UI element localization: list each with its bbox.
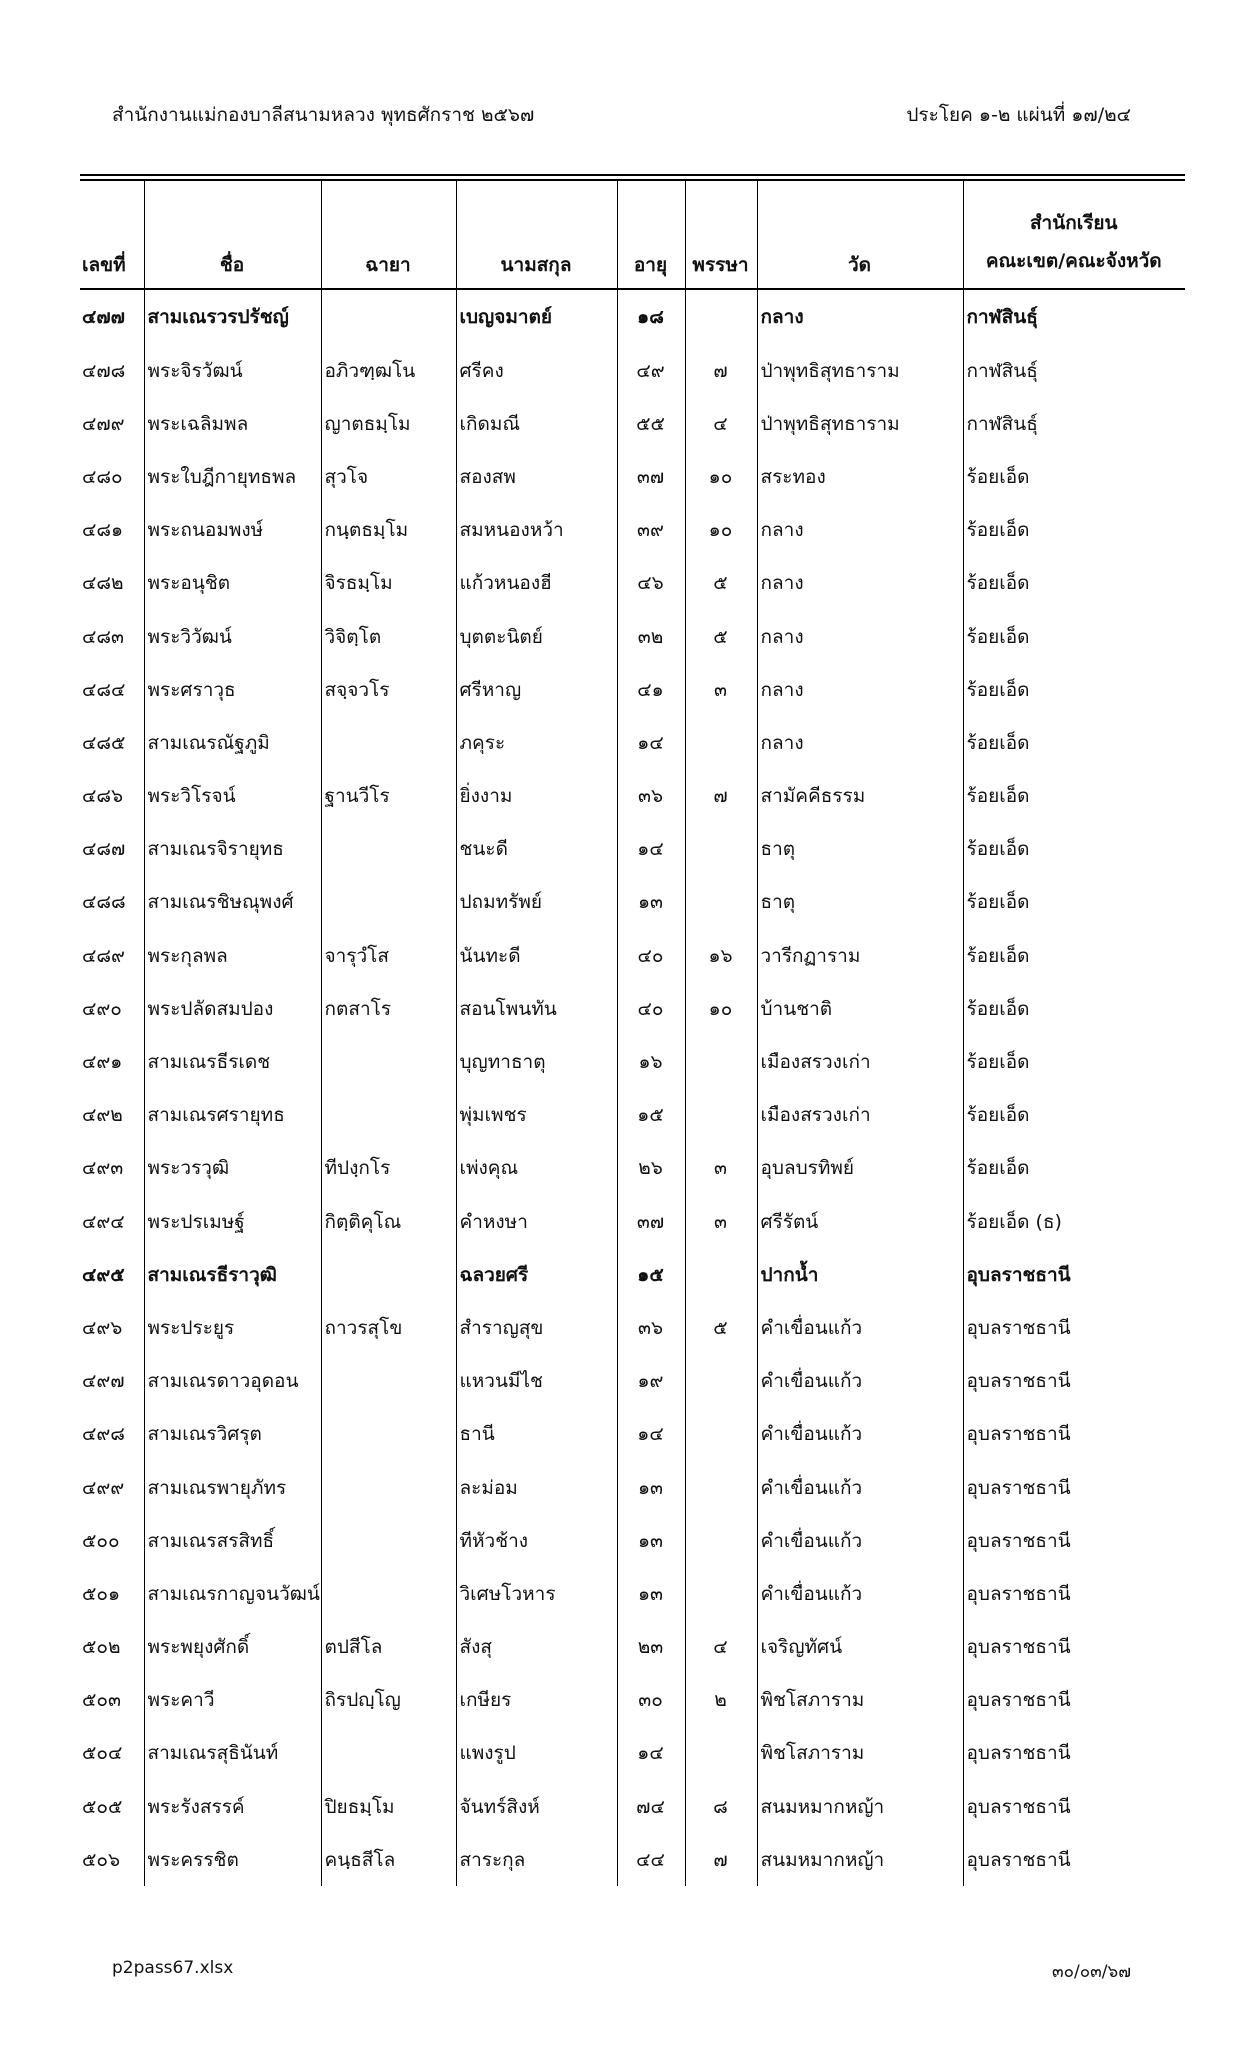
cell-chaya: กนฺตธมฺโม bbox=[321, 504, 456, 557]
cell-no: ๔๙๕ bbox=[82, 1263, 125, 1286]
cell-name: สามเณรสุธินันท์ bbox=[144, 1727, 321, 1780]
cell-no: ๔๙๓ bbox=[82, 1157, 124, 1180]
cell-surname: ชนะดี bbox=[456, 823, 617, 876]
cell-wat: พิชโสภาราม bbox=[757, 1727, 963, 1780]
cell-chaya bbox=[321, 1727, 456, 1780]
cell-surname: พุ่มเพชร bbox=[456, 1089, 617, 1142]
cell-name: พระปลัดสมปอง bbox=[144, 982, 321, 1035]
cell-surname: เกษียร bbox=[456, 1674, 617, 1727]
cell-vassa: ๓ bbox=[685, 1142, 757, 1195]
cell-wat: เจริญทัศน์ bbox=[757, 1621, 963, 1674]
cell-surname: ศรีหาญ bbox=[456, 663, 617, 716]
cell-school: อุบลราชธานี bbox=[963, 1727, 1185, 1780]
table-row bbox=[80, 1195, 1185, 1248]
cell-wat: สนมหมากหญ้า bbox=[757, 1780, 963, 1833]
cell-name: พระครรชิต bbox=[144, 1833, 321, 1886]
cell-name: พระประยูร bbox=[144, 1301, 321, 1354]
table-row bbox=[80, 557, 1185, 610]
cell-vassa bbox=[685, 1035, 757, 1088]
cell-school: ร้อยเอ็ด bbox=[963, 823, 1185, 876]
table-row bbox=[80, 1301, 1185, 1354]
cell-no: ๔๘๔ bbox=[82, 678, 126, 701]
cell-vassa bbox=[685, 1727, 757, 1780]
table-row bbox=[80, 1461, 1185, 1514]
cell-no: ๕๐๐ bbox=[82, 1529, 120, 1552]
cell-wat: ศรีรัตน์ bbox=[757, 1195, 963, 1248]
cell-name: สามเณรศรายุทธ bbox=[144, 1089, 321, 1142]
cell-vassa bbox=[685, 876, 757, 929]
cell-surname: ฉลวยศรี bbox=[456, 1248, 617, 1301]
cell-no: ๔๙๙ bbox=[82, 1476, 125, 1499]
cell-age: ๔๐ bbox=[617, 982, 685, 1035]
cell-school: ร้อยเอ็ด bbox=[963, 929, 1185, 982]
cell-no: ๔๗๘ bbox=[82, 359, 126, 382]
cell-no: ๔๙๐ bbox=[82, 997, 122, 1020]
cell-name: พระศราวุธ bbox=[144, 663, 321, 716]
cell-no: ๔๘๕ bbox=[82, 731, 126, 754]
cell-no: ๔๙๗ bbox=[82, 1370, 125, 1393]
cell-school: ร้อยเอ็ด bbox=[963, 1142, 1185, 1195]
table-row bbox=[80, 1355, 1185, 1408]
cell-name: สามเณรสรสิทธิ์ bbox=[144, 1514, 321, 1567]
cell-age: ๑๕ bbox=[617, 1089, 685, 1142]
cell-chaya bbox=[321, 1567, 456, 1620]
cell-no: ๔๘๒ bbox=[82, 572, 124, 595]
footer-filename: p2pass67.xlsx bbox=[112, 1958, 234, 1978]
header-title: สำนักงานแม่กองบาลีสนามหลวง พุทธศักราช ๒๕๖๗ bbox=[112, 104, 535, 126]
cell-chaya bbox=[321, 1355, 456, 1408]
cell-no: ๔๘๙ bbox=[82, 944, 125, 967]
cell-chaya bbox=[321, 1514, 456, 1567]
cell-vassa bbox=[685, 1408, 757, 1461]
col-header-surname: นามสกุล bbox=[456, 181, 617, 289]
cell-chaya: จิรธมฺโม bbox=[321, 557, 456, 610]
cell-surname: เกิดมณี bbox=[456, 397, 617, 450]
cell-chaya: อภิวฑฺฒโน bbox=[321, 344, 456, 397]
cell-age: ๓๐ bbox=[617, 1674, 685, 1727]
cell-school: อุบลราชธานี bbox=[963, 1301, 1185, 1354]
table-row bbox=[80, 1727, 1185, 1780]
cell-no: ๕๐๓ bbox=[82, 1689, 121, 1712]
cell-school: อุบลราชธานี bbox=[963, 1833, 1185, 1886]
cell-wat: กลาง bbox=[757, 504, 963, 557]
cell-chaya bbox=[321, 1408, 456, 1461]
cell-age: ๓๖ bbox=[617, 770, 685, 823]
cell-school: ร้อยเอ็ด bbox=[963, 663, 1185, 716]
cell-school: อุบลราชธานี bbox=[963, 1355, 1185, 1408]
table-row bbox=[80, 1248, 1185, 1301]
cell-age: ๑๓ bbox=[617, 1514, 685, 1567]
cell-chaya: ปิยธมฺโม bbox=[321, 1780, 456, 1833]
cell-surname: สมหนองหว้า bbox=[456, 504, 617, 557]
cell-surname: ธานี bbox=[456, 1408, 617, 1461]
cell-school: ร้อยเอ็ด bbox=[963, 557, 1185, 610]
cell-vassa: ๗ bbox=[685, 1833, 757, 1886]
cell-age: ๑๕ bbox=[617, 1248, 685, 1301]
table-row bbox=[80, 1780, 1185, 1833]
cell-school: ร้อยเอ็ด bbox=[963, 1089, 1185, 1142]
cell-chaya: จารุวํโส bbox=[321, 929, 456, 982]
cell-wat: อุบลบรทิพย์ bbox=[757, 1142, 963, 1195]
cell-name: สามเณรชิษณุพงศ์ bbox=[144, 876, 321, 929]
table-row bbox=[80, 1089, 1185, 1142]
cell-name: สามเณรพายุภัทร bbox=[144, 1461, 321, 1514]
cell-wat: วารีกฏาราม bbox=[757, 929, 963, 982]
cell-vassa: ๗ bbox=[685, 770, 757, 823]
cell-wat: คำเขื่อนแก้ว bbox=[757, 1408, 963, 1461]
cell-wat: สามัคคีธรรม bbox=[757, 770, 963, 823]
cell-school: ร้อยเอ็ด bbox=[963, 610, 1185, 663]
cell-vassa: ๑๐ bbox=[685, 504, 757, 557]
cell-age: ๑๖ bbox=[617, 1035, 685, 1088]
cell-age: ๑๔ bbox=[617, 716, 685, 769]
cell-name: พระใบฎีกายุทธพล bbox=[144, 450, 321, 503]
cell-name: พระกุลพล bbox=[144, 929, 321, 982]
table-row bbox=[80, 982, 1185, 1035]
cell-school: อุบลราชธานี bbox=[963, 1248, 1185, 1301]
cell-age: ๓๖ bbox=[617, 1301, 685, 1354]
cell-surname: บุตตะนิตย์ bbox=[456, 610, 617, 663]
table-row bbox=[80, 716, 1185, 769]
cell-no: ๔๙๒ bbox=[82, 1104, 123, 1127]
cell-chaya bbox=[321, 716, 456, 769]
cell-vassa bbox=[685, 1089, 757, 1142]
cell-age: ๕๕ bbox=[617, 397, 685, 450]
cell-age: ๔๐ bbox=[617, 929, 685, 982]
cell-vassa bbox=[685, 289, 757, 344]
cell-wat: สระทอง bbox=[757, 450, 963, 503]
cell-vassa: ๑๐ bbox=[685, 982, 757, 1035]
cell-name: พระอนุชิต bbox=[144, 557, 321, 610]
cell-age: ๔๔ bbox=[617, 1833, 685, 1886]
cell-chaya bbox=[321, 1089, 456, 1142]
cell-age: ๗๔ bbox=[617, 1780, 685, 1833]
cell-no: ๔๘๑ bbox=[82, 519, 124, 542]
cell-school: อุบลราชธานี bbox=[963, 1461, 1185, 1514]
cell-vassa: ๓ bbox=[685, 663, 757, 716]
col-header-wat: วัด bbox=[757, 181, 963, 289]
cell-vassa: ๑๐ bbox=[685, 450, 757, 503]
cell-vassa bbox=[685, 1514, 757, 1567]
cell-school: ร้อยเอ็ด bbox=[963, 504, 1185, 557]
col-header-age: อายุ bbox=[617, 181, 685, 289]
cell-no: ๕๐๖ bbox=[82, 1848, 121, 1871]
cell-school: ร้อยเอ็ด (ธ) bbox=[963, 1195, 1185, 1248]
col-header-school-line2: คณะเขต/คณะจังหวัด bbox=[985, 250, 1162, 272]
cell-wat: คำเขื่อนแก้ว bbox=[757, 1355, 963, 1408]
cell-school: อุบลราชธานี bbox=[963, 1514, 1185, 1567]
cell-surname: วิเศษโวหาร bbox=[456, 1567, 617, 1620]
cell-surname: สาระกุล bbox=[456, 1833, 617, 1886]
cell-surname: แพงรูป bbox=[456, 1727, 617, 1780]
cell-surname: ยิ่งงาม bbox=[456, 770, 617, 823]
cell-wat: บ้านชาติ bbox=[757, 982, 963, 1035]
table-row bbox=[80, 1514, 1185, 1567]
table-row bbox=[80, 450, 1185, 503]
table-row bbox=[80, 1408, 1185, 1461]
cell-vassa bbox=[685, 1355, 757, 1408]
table-row bbox=[80, 289, 1185, 344]
cell-chaya: ถิรปญฺโญ bbox=[321, 1674, 456, 1727]
cell-wat: ปากน้ำ bbox=[757, 1248, 963, 1301]
table-row bbox=[80, 1035, 1185, 1088]
cell-chaya: สจฺจวโร bbox=[321, 663, 456, 716]
table-row bbox=[80, 929, 1185, 982]
cell-name: สามเณรวิศรุต bbox=[144, 1408, 321, 1461]
cell-no: ๔๘๓ bbox=[82, 625, 125, 648]
cell-school: ร้อยเอ็ด bbox=[963, 716, 1185, 769]
cell-wat: กลาง bbox=[757, 557, 963, 610]
cell-wat: ป่าพุทธิสุทธาราม bbox=[757, 397, 963, 450]
cell-no: ๕๐๑ bbox=[82, 1582, 121, 1605]
cell-wat: คำเขื่อนแก้ว bbox=[757, 1461, 963, 1514]
table-row bbox=[80, 344, 1185, 397]
cell-age: ๔๖ bbox=[617, 557, 685, 610]
cell-age: ๑๔ bbox=[617, 823, 685, 876]
cell-school: ร้อยเอ็ด bbox=[963, 982, 1185, 1035]
cell-name: พระถนอมพงษ์ bbox=[144, 504, 321, 557]
cell-vassa: ๘ bbox=[685, 1780, 757, 1833]
cell-age: ๔๑ bbox=[617, 663, 685, 716]
cell-vassa bbox=[685, 1567, 757, 1620]
cell-name: สามเณรวรปรัชญ์ bbox=[144, 289, 321, 344]
cell-age: ๑๘ bbox=[617, 289, 685, 344]
col-header-school-line1: สำนักเรียน bbox=[1029, 212, 1118, 234]
cell-wat: กลาง bbox=[757, 610, 963, 663]
cell-surname: แหวนมีไช bbox=[456, 1355, 617, 1408]
cell-chaya: กิตฺติคุโณ bbox=[321, 1195, 456, 1248]
cell-name: พระวิวัฒน์ bbox=[144, 610, 321, 663]
cell-chaya: ฐานวีโร bbox=[321, 770, 456, 823]
cell-surname: ทีหัวช้าง bbox=[456, 1514, 617, 1567]
cell-wat: เมืองสรวงเก่า bbox=[757, 1035, 963, 1088]
cell-school: ร้อยเอ็ด bbox=[963, 770, 1185, 823]
header-sheet-info: ประโยค ๑-๒ แผ่นที่ ๑๗/๒๔ bbox=[906, 104, 1131, 126]
cell-school: อุบลราชธานี bbox=[963, 1408, 1185, 1461]
cell-vassa: ๒ bbox=[685, 1674, 757, 1727]
cell-no: ๕๐๔ bbox=[82, 1742, 123, 1765]
cell-school: อุบลราชธานี bbox=[963, 1674, 1185, 1727]
cell-chaya: กตสาโร bbox=[321, 982, 456, 1035]
cell-surname: แก้วหนองฮี bbox=[456, 557, 617, 610]
cell-school: กาฬสินธุ์ bbox=[963, 344, 1185, 397]
cell-school: ร้อยเอ็ด bbox=[963, 1035, 1185, 1088]
cell-no: ๔๙๑ bbox=[82, 1051, 123, 1074]
table-row bbox=[80, 823, 1185, 876]
cell-surname: สังสุ bbox=[456, 1621, 617, 1674]
cell-vassa: ๗ bbox=[685, 344, 757, 397]
cell-wat: ธาตุ bbox=[757, 876, 963, 929]
cell-age: ๒๓ bbox=[617, 1621, 685, 1674]
cell-no: ๔๘๘ bbox=[82, 891, 126, 914]
table-row bbox=[80, 504, 1185, 557]
cell-vassa: ๓ bbox=[685, 1195, 757, 1248]
cell-wat: สนมหมากหญ้า bbox=[757, 1833, 963, 1886]
cell-surname: สองสพ bbox=[456, 450, 617, 503]
cell-age: ๑๓ bbox=[617, 1567, 685, 1620]
cell-age: ๑๔ bbox=[617, 1408, 685, 1461]
cell-vassa: ๔ bbox=[685, 1621, 757, 1674]
col-header-name: ชื่อ bbox=[144, 181, 321, 289]
cell-age: ๓๗ bbox=[617, 1195, 685, 1248]
cell-chaya: ตปสีโล bbox=[321, 1621, 456, 1674]
cell-vassa bbox=[685, 823, 757, 876]
cell-wat: ธาตุ bbox=[757, 823, 963, 876]
cell-name: พระจิรวัฒน์ bbox=[144, 344, 321, 397]
cell-name: พระวิโรจน์ bbox=[144, 770, 321, 823]
table-row bbox=[80, 1833, 1185, 1886]
cell-no: ๔๙๘ bbox=[82, 1423, 125, 1446]
cell-name: พระรังสรรค์ bbox=[144, 1780, 321, 1833]
cell-name: สามเณรจิรายุทธ bbox=[144, 823, 321, 876]
table-row bbox=[80, 1567, 1185, 1620]
cell-vassa bbox=[685, 716, 757, 769]
cell-name: สามเณรธีรเดช bbox=[144, 1035, 321, 1088]
cell-school: อุบลราชธานี bbox=[963, 1621, 1185, 1674]
results-table bbox=[80, 181, 1185, 1886]
cell-vassa: ๕ bbox=[685, 1301, 757, 1354]
cell-chaya: วิจิตฺโต bbox=[321, 610, 456, 663]
cell-school: ร้อยเอ็ด bbox=[963, 450, 1185, 503]
cell-surname: นันทะดี bbox=[456, 929, 617, 982]
cell-name: พระพยุงศักดิ์ bbox=[144, 1621, 321, 1674]
table-row bbox=[80, 663, 1185, 716]
cell-age: ๓๒ bbox=[617, 610, 685, 663]
cell-surname: ศรีคง bbox=[456, 344, 617, 397]
col-header-school bbox=[963, 181, 1185, 289]
cell-vassa: ๕ bbox=[685, 610, 757, 663]
table-header-row bbox=[80, 181, 1185, 289]
cell-age: ๑๓ bbox=[617, 876, 685, 929]
cell-no: ๔๘๖ bbox=[82, 785, 124, 808]
cell-surname: สำราญสุข bbox=[456, 1301, 617, 1354]
cell-chaya: ทีปงฺกโร bbox=[321, 1142, 456, 1195]
cell-wat: กลาง bbox=[757, 716, 963, 769]
cell-no: ๕๐๕ bbox=[82, 1795, 123, 1818]
cell-surname: ปถมทรัพย์ bbox=[456, 876, 617, 929]
cell-vassa: ๑๖ bbox=[685, 929, 757, 982]
cell-age: ๒๖ bbox=[617, 1142, 685, 1195]
cell-vassa: ๕ bbox=[685, 557, 757, 610]
table-row bbox=[80, 1674, 1185, 1727]
cell-school: กาฬสินธุ์ bbox=[963, 397, 1185, 450]
cell-surname: เพ่งคุณ bbox=[456, 1142, 617, 1195]
cell-name: สามเณรกาญจนวัฒน์ bbox=[144, 1567, 321, 1620]
cell-chaya: คนฺธสีโล bbox=[321, 1833, 456, 1886]
cell-age: ๑๔ bbox=[617, 1727, 685, 1780]
cell-chaya bbox=[321, 1035, 456, 1088]
cell-school: อุบลราชธานี bbox=[963, 1567, 1185, 1620]
col-header-chaya: ฉายา bbox=[321, 181, 456, 289]
table-row bbox=[80, 610, 1185, 663]
cell-name: พระวรวุฒิ bbox=[144, 1142, 321, 1195]
cell-vassa bbox=[685, 1248, 757, 1301]
cell-no: ๕๐๒ bbox=[82, 1636, 121, 1659]
col-header-vassa: พรรษา bbox=[685, 181, 757, 289]
cell-chaya bbox=[321, 1248, 456, 1301]
cell-name: พระปรเมษฐ์ bbox=[144, 1195, 321, 1248]
cell-no: ๔๘๐ bbox=[82, 465, 123, 488]
cell-no: ๔๙๔ bbox=[82, 1210, 125, 1233]
cell-surname: สอนโพนทัน bbox=[456, 982, 617, 1035]
cell-chaya bbox=[321, 823, 456, 876]
cell-surname: ภคุระ bbox=[456, 716, 617, 769]
cell-chaya: สุวโจ bbox=[321, 450, 456, 503]
cell-chaya bbox=[321, 289, 456, 344]
table-row bbox=[80, 770, 1185, 823]
cell-surname: ละม่อม bbox=[456, 1461, 617, 1514]
cell-wat: คำเขื่อนแก้ว bbox=[757, 1567, 963, 1620]
cell-age: ๓๗ bbox=[617, 450, 685, 503]
cell-age: ๑๙ bbox=[617, 1355, 685, 1408]
top-rule bbox=[80, 174, 1185, 176]
cell-wat: กลาง bbox=[757, 289, 963, 344]
cell-wat: เมืองสรวงเก่า bbox=[757, 1089, 963, 1142]
cell-wat: คำเขื่อนแก้ว bbox=[757, 1514, 963, 1567]
cell-name: พระคาวี bbox=[144, 1674, 321, 1727]
cell-age: ๑๓ bbox=[617, 1461, 685, 1514]
cell-chaya bbox=[321, 1461, 456, 1514]
cell-name: สามเณรธีราวุฒิ bbox=[144, 1248, 321, 1301]
cell-vassa bbox=[685, 1461, 757, 1514]
cell-surname: จันทร์สิงห์ bbox=[456, 1780, 617, 1833]
table-row bbox=[80, 1621, 1185, 1674]
cell-name: พระเฉลิมพล bbox=[144, 397, 321, 450]
table-row bbox=[80, 397, 1185, 450]
cell-no: ๔๘๗ bbox=[82, 838, 126, 861]
cell-chaya: ญาตธมฺโม bbox=[321, 397, 456, 450]
table-row bbox=[80, 1142, 1185, 1195]
cell-surname: เบญจมาตย์ bbox=[456, 289, 617, 344]
cell-school: กาฬสินธุ์ bbox=[963, 289, 1185, 344]
cell-surname: คำหงษา bbox=[456, 1195, 617, 1248]
cell-wat: พิชโสภาราม bbox=[757, 1674, 963, 1727]
cell-wat: ป่าพุทธิสุทธาราม bbox=[757, 344, 963, 397]
cell-name: สามเณรดาวอุดอน bbox=[144, 1355, 321, 1408]
cell-school: ร้อยเอ็ด bbox=[963, 876, 1185, 929]
cell-surname: บุญทาธาตุ bbox=[456, 1035, 617, 1088]
cell-vassa: ๔ bbox=[685, 397, 757, 450]
cell-wat: กลาง bbox=[757, 663, 963, 716]
cell-name: สามเณรณัฐภูมิ bbox=[144, 716, 321, 769]
col-header-no: เลขที่ bbox=[80, 181, 144, 289]
cell-no: ๔๗๗ bbox=[82, 306, 125, 328]
cell-no: ๔๗๙ bbox=[82, 412, 125, 435]
table-row bbox=[80, 876, 1185, 929]
cell-chaya bbox=[321, 876, 456, 929]
cell-wat: คำเขื่อนแก้ว bbox=[757, 1301, 963, 1354]
cell-age: ๔๙ bbox=[617, 344, 685, 397]
cell-age: ๓๙ bbox=[617, 504, 685, 557]
cell-chaya: ถาวรสุโข bbox=[321, 1301, 456, 1354]
cell-no: ๔๙๖ bbox=[82, 1316, 123, 1339]
footer-date: ๓๐/๐๓/๖๗ bbox=[1051, 1962, 1131, 1982]
cell-school: อุบลราชธานี bbox=[963, 1780, 1185, 1833]
